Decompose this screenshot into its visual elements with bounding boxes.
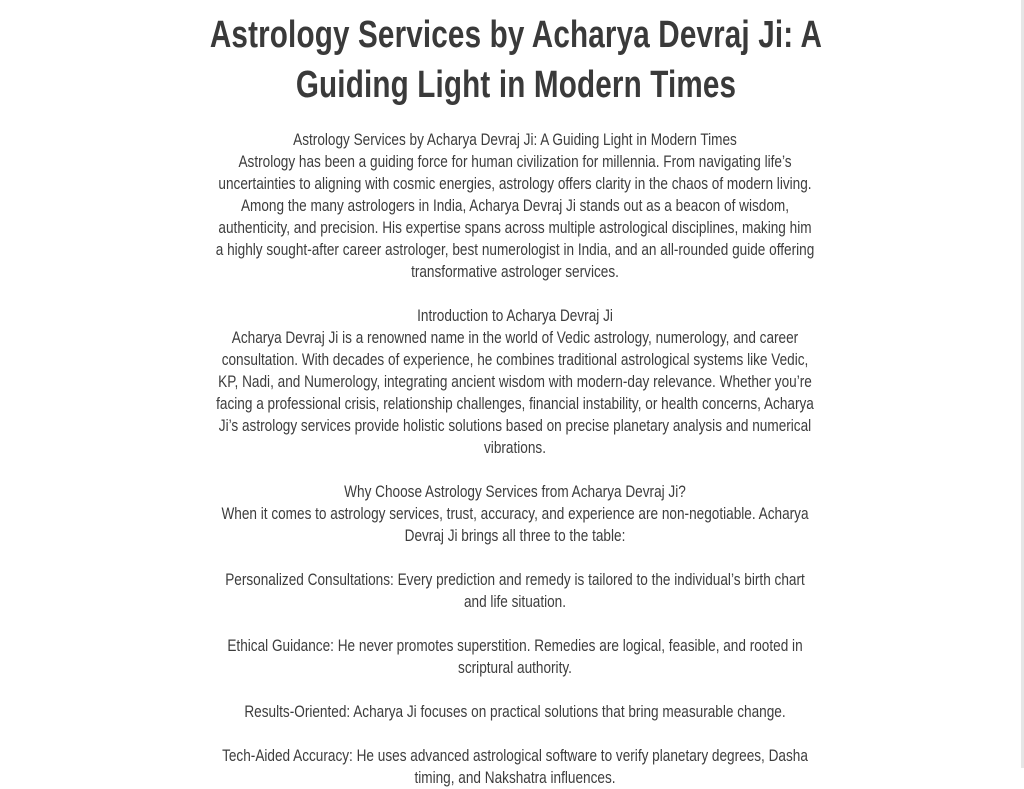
paragraph-spacer [140, 679, 890, 701]
paragraph-spacer [140, 613, 890, 635]
document-body [140, 129, 890, 789]
paragraph-why-choose: When it comes to astrology services, trust, accuracy, and experience are non-negotiable. Acharya Devraj Ji brings all three to the table: [221, 504, 809, 545]
section-heading-introduction: Introduction to Acharya Devraj Ji [417, 306, 613, 325]
paragraph-introduction: Acharya Devraj Ji is a renowned name in the world of Vedic astrology, numerology, and career consultation. With decades of experience, he combines traditional astrological systems like Vedic, KP, Nadi, and Numerology, integrating ancient wisdom with modern-day relevance. Whether you’re facing a professional crisis, relationship challenges, financial instability, or health concerns, Acharya Ji’s astrology services provide holistic solutions based on precise planetary analysis and numerical vibrations. [216, 328, 814, 457]
paragraph-spacer [140, 547, 890, 569]
list-item-tech: Tech-Aided Accuracy: He uses advanced astrological software to verify planetary degrees, Dasha timing, and Nakshatra influences. [222, 746, 808, 787]
document-title: Astrology Services by Acharya Devraj Ji: A Guiding Light in Modern Times [209, 14, 823, 106]
list-item-ethical: Ethical Guidance: He never promotes superstition. Remedies are logical, feasible, and rooted in scriptural authority. [227, 636, 803, 677]
paragraph-spacer [140, 459, 890, 481]
paragraph-spacer [140, 723, 890, 745]
paragraph-spacer [140, 283, 890, 305]
list-item-results: Results-Oriented: Acharya Ji focuses on practical solutions that bring measurable change. [244, 702, 786, 721]
list-item-personalized: Personalized Consultations: Every prediction and remedy is tailored to the individual’s birth chart and life situation. [225, 570, 805, 611]
paragraph-overview: Astrology has been a guiding force for human civilization for millennia. From navigating life’s uncertainties to aligning with cosmic energies, astrology offers clarity in the chaos of modern living. Among the many astrologers in India, Acharya Devraj Ji stands out as a beacon of wisdom, authenticity, and precision. His expertise spans across multiple astrological disciplines, making him a highly sought-after career astrologer, best numerologist in India, and an all-rounded guide offering transformative astrologer services. [215, 152, 815, 281]
section-heading-intro: Astrology Services by Acharya Devraj Ji: A Guiding Light in Modern Times [293, 130, 737, 149]
section-heading-why-choose: Why Choose Astrology Services from Acharya Devraj Ji? [344, 482, 686, 501]
